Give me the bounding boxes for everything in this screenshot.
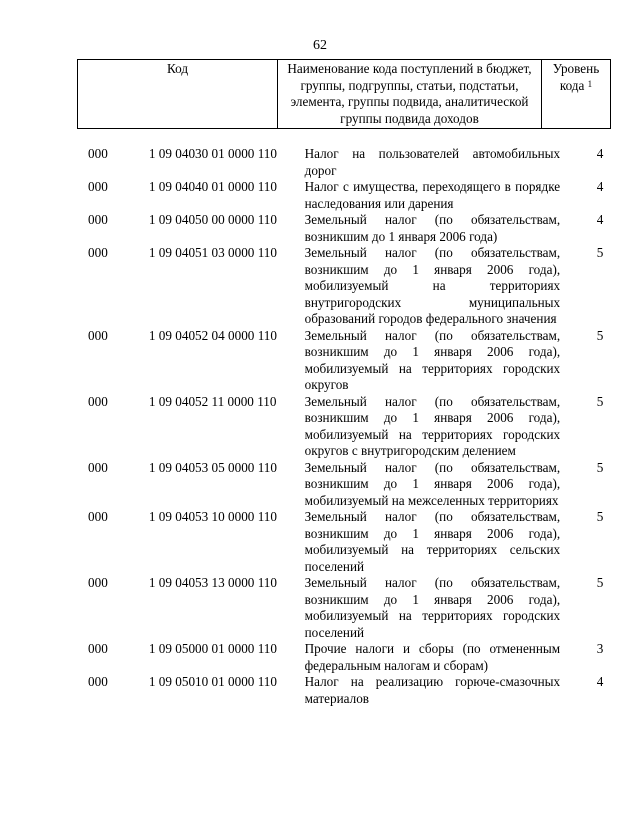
table-row — [0, 212, 640, 245]
row-level: 5 — [596, 575, 604, 590]
row-level: 5 — [596, 509, 604, 524]
table-row — [0, 575, 640, 641]
row-code: 1 09 04030 01 0000 110 — [148, 146, 277, 161]
row-level: 4 — [596, 674, 604, 689]
row-name: Налог с имущества, переходящего в порядке наследования или дарения — [304, 179, 561, 211]
row-prefix: 000 — [88, 146, 108, 161]
row-code: 1 09 04051 03 0000 110 — [148, 245, 277, 260]
row-code: 1 09 05000 01 0000 110 — [148, 641, 277, 656]
header-name: Наименование кода поступлений в бюджет, группы, подгруппы, статьи, подстатьи, элемента, группы подвида, аналитической группы подвида доходов — [278, 60, 542, 128]
row-name: Земельный налог (по обязательствам, возникшим до 1 января 2006 года) — [304, 212, 561, 244]
row-code: 1 09 04053 13 0000 110 — [148, 575, 277, 590]
table-row — [0, 509, 640, 575]
header-code: Код — [78, 60, 278, 128]
row-name: Прочие налоги и сборы (по отмененным федеральным налогам и сборам) — [304, 641, 561, 673]
row-prefix: 000 — [88, 179, 108, 194]
row-prefix: 000 — [88, 674, 108, 689]
row-prefix: 000 — [88, 245, 108, 260]
row-name: Земельный налог (по обязательствам, возникшим до 1 января 2006 года), мобилизуемый на территориях внутригородских муниципальных образований городов федерального значения — [304, 245, 561, 326]
row-name: Земельный налог (по обязательствам, возникшим до 1 января 2006 года), мобилизуемый на территориях сельских поселений — [304, 509, 561, 574]
table-row — [0, 328, 640, 394]
row-name: Земельный налог (по обязательствам, возникшим до 1 января 2006 года), мобилизуемый на территориях городских округов с внутригородским делением — [304, 393, 561, 458]
row-prefix: 000 — [88, 575, 108, 590]
row-code: 1 09 04052 04 0000 110 — [148, 327, 277, 343]
row-prefix: 000 — [88, 509, 108, 524]
row-prefix: 000 — [88, 327, 108, 343]
row-level: 4 — [596, 212, 604, 227]
row-prefix: 000 — [88, 459, 108, 475]
row-level: 4 — [596, 179, 604, 194]
row-level: 5 — [596, 327, 604, 343]
row-level: 5 — [596, 459, 604, 475]
row-level: 5 — [596, 393, 604, 409]
row-level: 4 — [596, 146, 604, 161]
row-level: 5 — [596, 245, 604, 260]
row-code: 1 09 04052 11 0000 110 — [148, 393, 277, 409]
table-header — [77, 59, 611, 129]
table-row — [0, 674, 640, 707]
header-level-footnote: 1 — [587, 78, 593, 89]
table-row — [0, 245, 640, 328]
row-prefix: 000 — [88, 393, 108, 409]
row-code: 1 09 04040 01 0000 110 — [148, 179, 277, 194]
row-level: 3 — [596, 641, 604, 656]
table-row — [0, 641, 640, 674]
table-row — [0, 179, 640, 212]
row-prefix: 000 — [88, 641, 108, 656]
row-name: Налог на пользователей автомобильных дорог — [304, 146, 561, 178]
header-level — [542, 60, 610, 128]
row-code: 1 09 04050 00 0000 110 — [148, 212, 277, 227]
row-name: Земельный налог (по обязательствам, возникшим до 1 января 2006 года), мобилизуемый на межселенных территориях — [304, 459, 561, 508]
row-code: 1 09 05010 01 0000 110 — [148, 674, 277, 689]
table-body — [0, 146, 640, 707]
table-row — [0, 394, 640, 460]
header-level-label: Уровень кода — [552, 61, 600, 93]
row-code: 1 09 04053 10 0000 110 — [148, 509, 277, 524]
table-row — [0, 460, 640, 510]
table-row — [0, 146, 640, 179]
page-number: 62 — [313, 38, 327, 53]
row-name: Земельный налог (по обязательствам, возникшим до 1 января 2006 года), мобилизуемый на территориях городских поселений — [304, 575, 561, 640]
row-prefix: 000 — [88, 212, 108, 227]
row-name: Налог на реализацию горюче-смазочных материалов — [304, 674, 561, 706]
row-code: 1 09 04053 05 0000 110 — [148, 459, 277, 475]
row-name: Земельный налог (по обязательствам, возникшим до 1 января 2006 года), мобилизуемый на территориях городских округов — [304, 327, 561, 392]
